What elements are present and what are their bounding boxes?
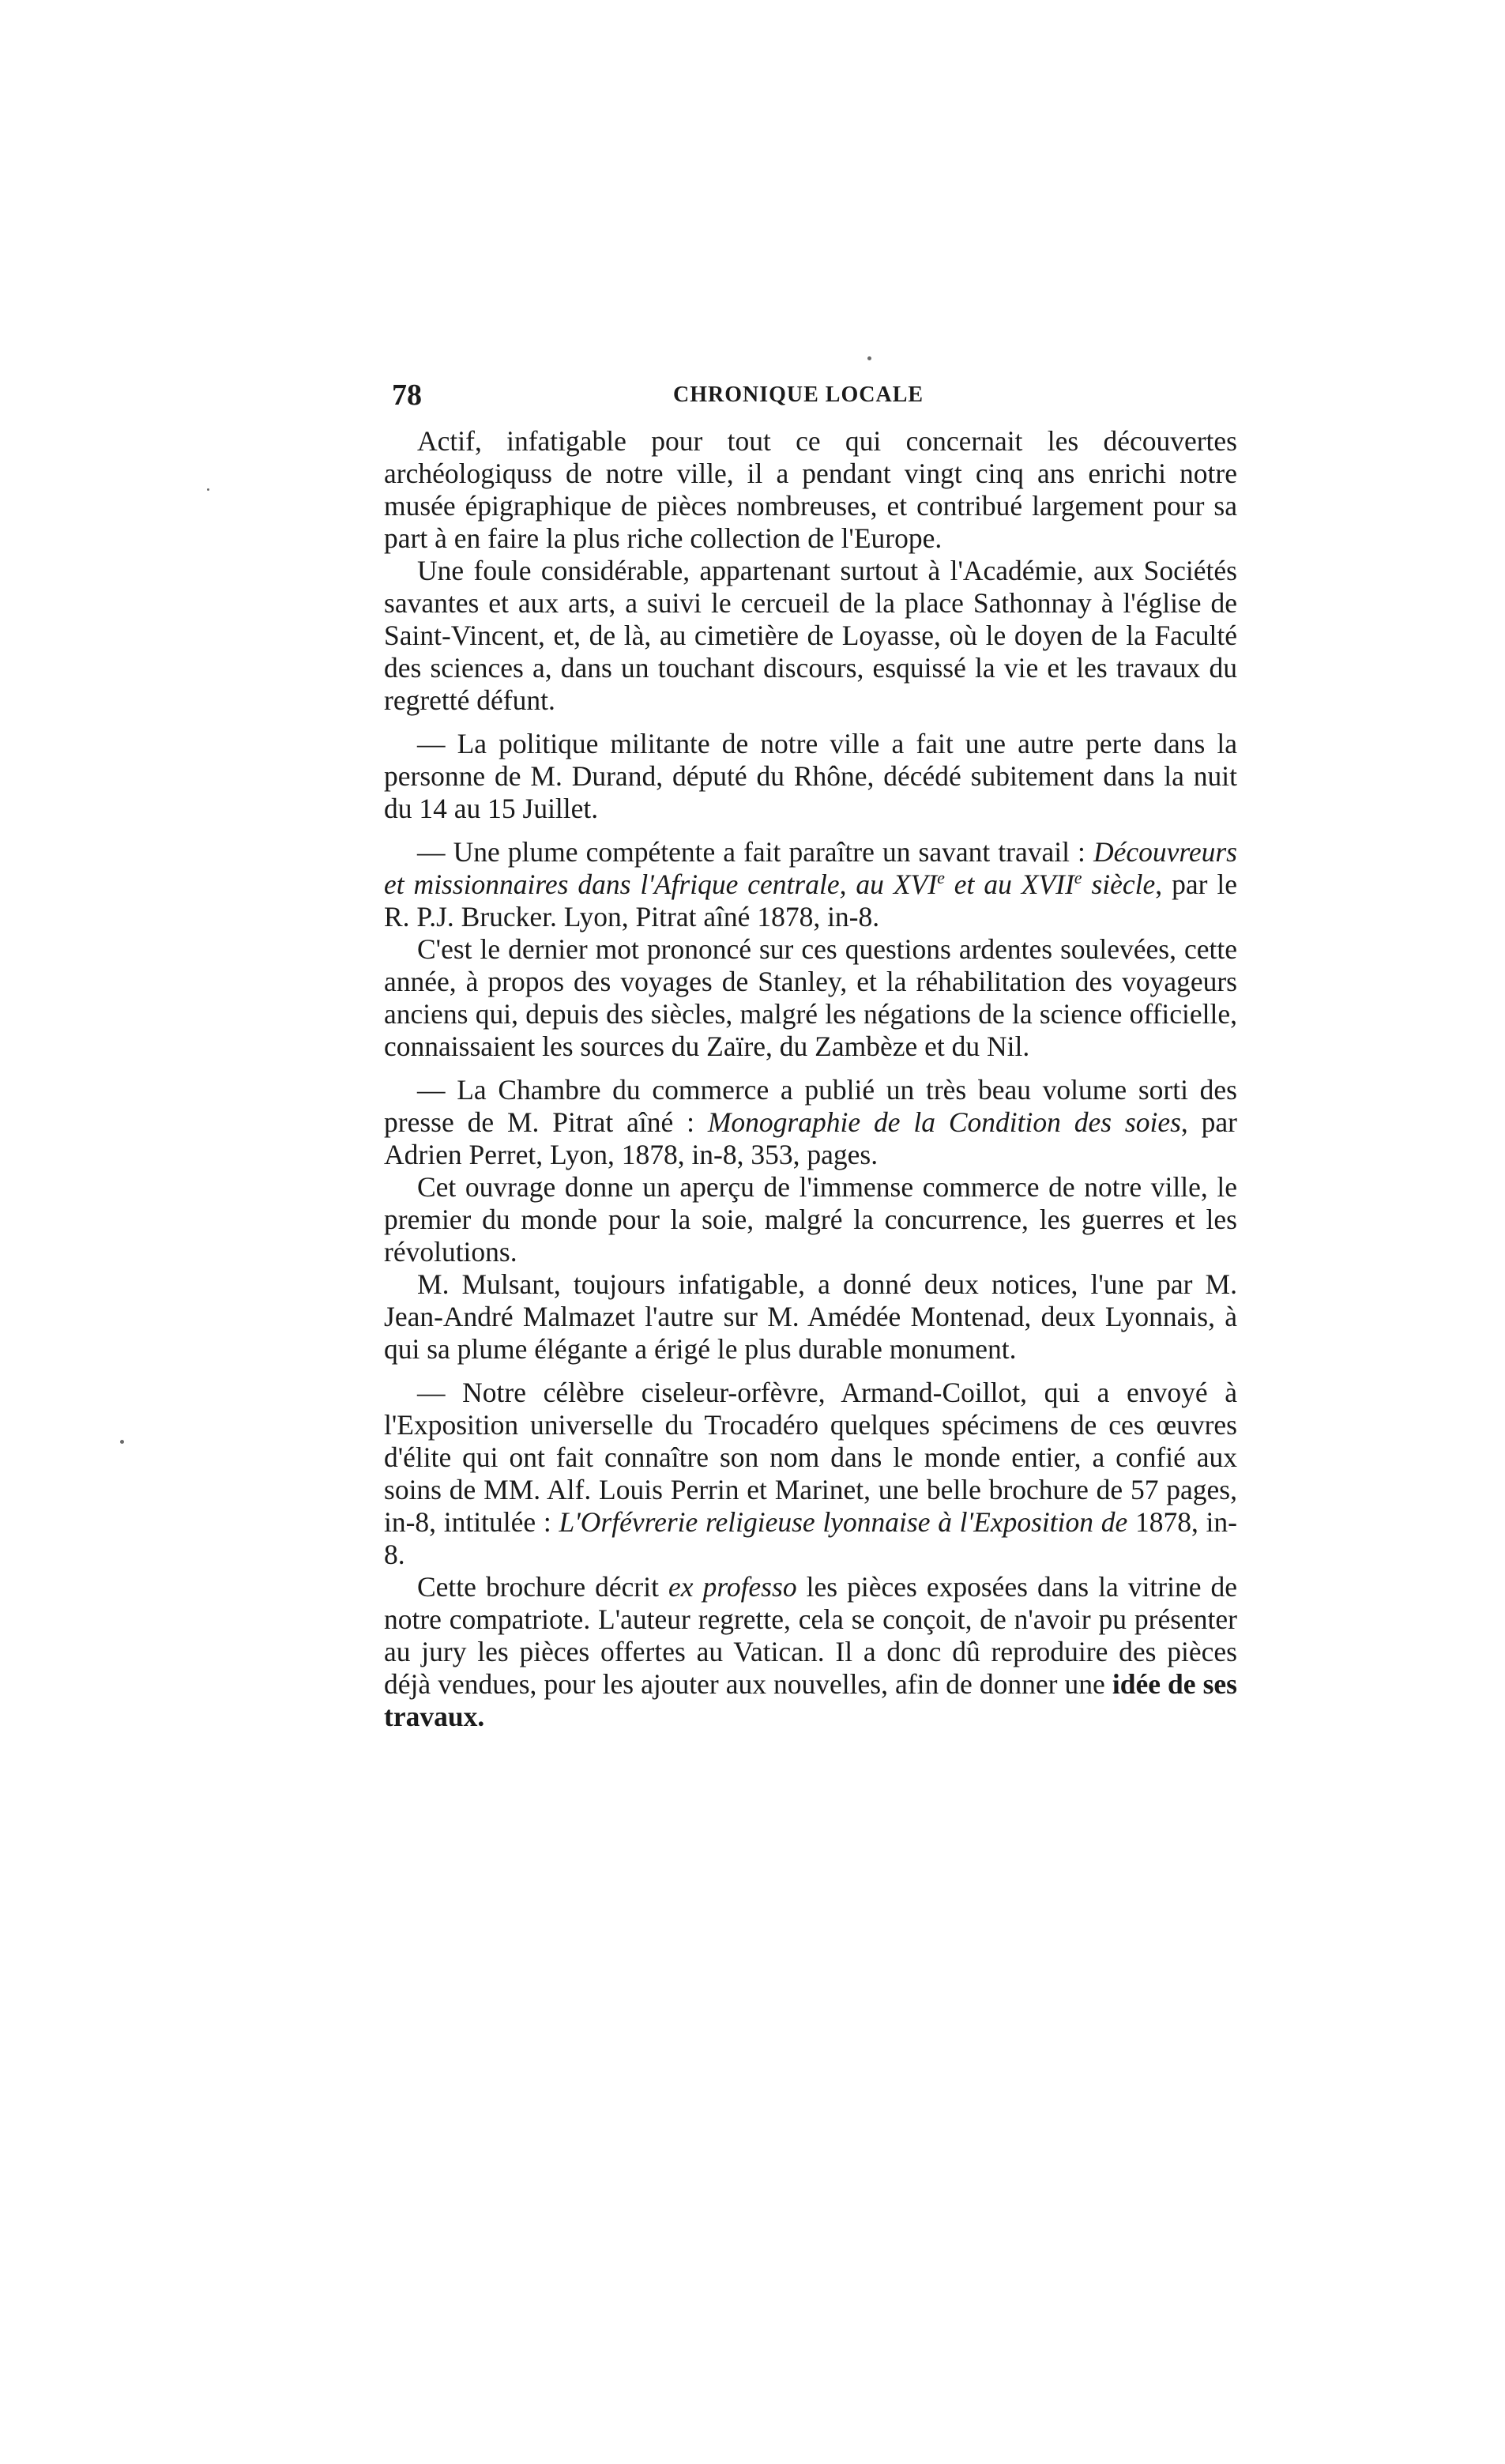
paragraph-mulsant: M. Mulsant, toujours infatigable, a donné deux notices, l'une par M. Jean-André Malmazet l'autre sur M. Amédée Montenad, deux Lyonnais, à qui sa plume élégante a érigé le plus durable monument. xyxy=(384,1268,1237,1365)
paragraph-closing: idée de ses travaux. xyxy=(384,1668,1237,1732)
ink-speck xyxy=(867,356,871,360)
paragraph-text: 1878, in-8. xyxy=(384,1506,1237,1570)
book-title: Découvreurs et missionnaires dans l'Afrique centrale, au XVI xyxy=(384,836,1237,900)
paragraph-ouvrage: Cet ouvrage donne un aperçu de l'immense commerce de notre ville, le premier du monde pour la soie, malgré la concurrence, les guerres et les révolutions. xyxy=(384,1171,1237,1268)
latin-phrase: ex professo xyxy=(668,1571,797,1603)
paragraph-durand: — La politique militante de notre ville a fait une autre perte dans la personne de M. Durand, député du Rhône, décédé subitement dans la nuit du 14 au 15 Juillet. xyxy=(384,728,1237,824)
paragraph-text: , par Adrien Perret, Lyon, 1878, in-8, 353, pages. xyxy=(384,1106,1237,1170)
paragraph-text: — Une plume compétente a fait paraître un savant travail : xyxy=(417,836,1093,868)
ink-speck xyxy=(120,1440,124,1444)
superscript: e xyxy=(937,868,945,888)
book-title: siècle xyxy=(1082,868,1156,900)
paragraph-text: , par le R. P.J. Brucker. Lyon, Pitrat aîné 1878, in-8. xyxy=(384,868,1237,932)
paragraph-brochure xyxy=(384,1571,1237,1733)
running-title: CHRONIQUE LOCALE xyxy=(673,382,924,407)
paragraph-text: Cette brochure décrit xyxy=(417,1571,669,1603)
page-number: 78 xyxy=(392,379,422,412)
running-head xyxy=(384,378,1237,420)
paragraph-actif: Actif, infatigable pour tout ce qui concernait les découvertes archéologiquss de notre ville, il a pendant vingt cinq ans enrichi notre musée épigraphique de pièces nombreuses, et contribué largement pour sa part à en faire la plus riche collection de l'Europe. xyxy=(384,425,1237,554)
paragraph-text: — Notre célèbre ciseleur-orfèvre, Armand-Coillot, qui a envoyé à l'Exposition universelle du Trocadéro quelques spécimens de ces œuvres d'élite qui ont fait connaître son nom dans le monde entier, a confié aux soins de MM. Alf. Louis Perrin et Marinet, une belle brochure de 57 pages, in-8, intitulée : xyxy=(384,1377,1237,1538)
book-title: Monographie de la Condition des soies xyxy=(707,1106,1181,1138)
superscript: e xyxy=(1074,868,1082,888)
paragraph-text: les pièces exposées dans la vitrine de notre compatriote. L'auteur regrette, cela se conçoit, de n'avoir pu présenter au jury les pièces offertes au Vatican. Il a donc dû reproduire des pièces déjà vendues, pour les ajouter aux nouvelles, afin de donner une xyxy=(384,1571,1238,1700)
paragraph-stanley: C'est le dernier mot prononcé sur ces questions ardentes soulevées, cette année, à propos des voyages de Stanley, et la réhabilitation des voyageurs anciens qui, depuis des siècles, malgré les négations de la science officielle, connaissaient les sources du Zaïre, du Zambèze et du Nil. xyxy=(384,933,1237,1062)
paragraph-chambre xyxy=(384,1074,1237,1171)
paragraph-brucker xyxy=(384,836,1237,933)
paragraph-funeral: Une foule considérable, appartenant surtout à l'Académie, aux Sociétés savantes et aux arts, a suivi le cercueil de la place Sathonnay à l'église de Saint-Vincent, et, de là, au cimetière de Loyasse, où le doyen de la Faculté des sciences a, dans un touchant discours, esquissé la vie et les travaux du regretté défunt. xyxy=(384,555,1237,716)
book-title: et au XVII xyxy=(944,868,1074,900)
paragraph-text: — La Chambre du commerce a publié un très beau volume sorti des presse de M. Pitrat aîné : xyxy=(384,1074,1237,1138)
paragraph-armand-coillot xyxy=(384,1377,1237,1571)
body-text xyxy=(384,425,1237,1733)
book-page xyxy=(384,378,1237,1733)
book-title: L'Orfévrerie religieuse lyonnaise à l'Exposition de xyxy=(559,1506,1128,1538)
ink-speck xyxy=(207,488,209,491)
